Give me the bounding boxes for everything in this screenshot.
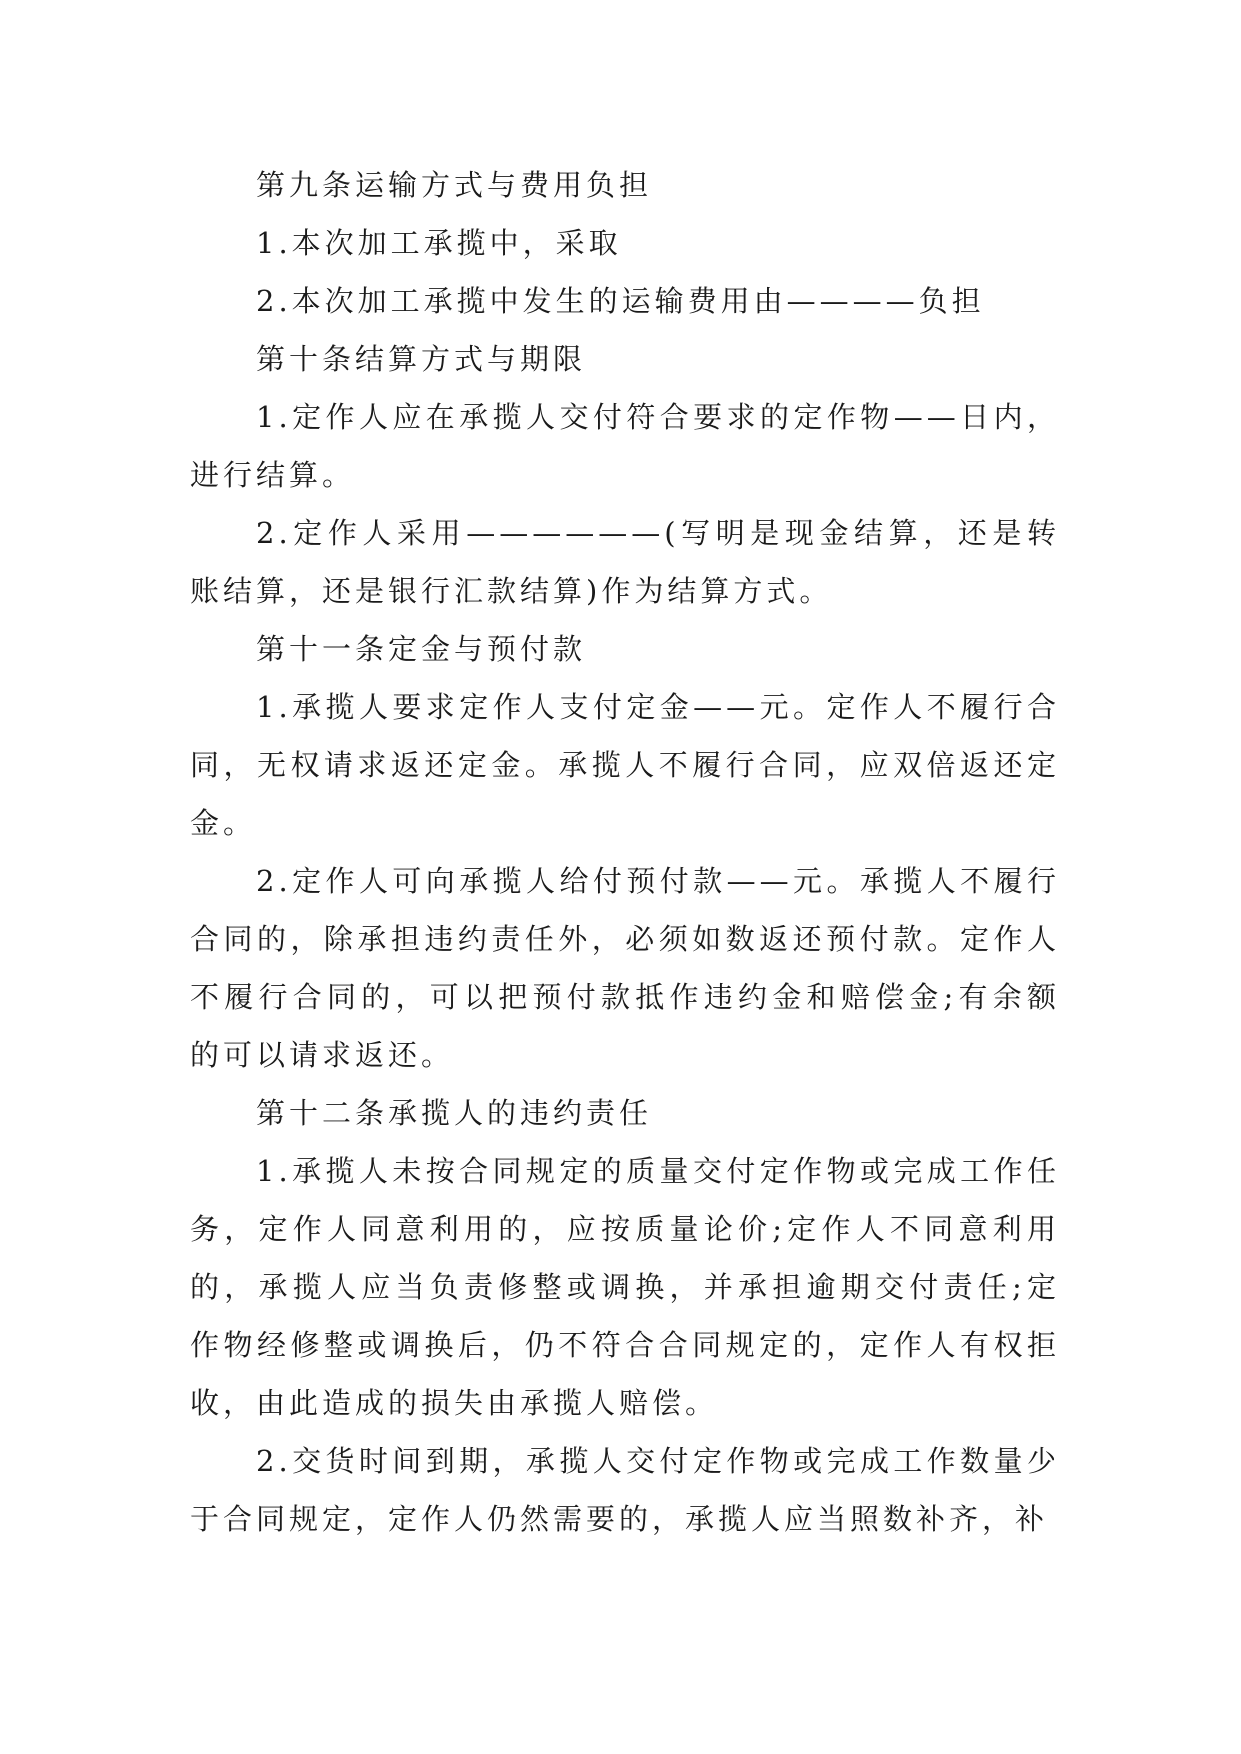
article-9-clause-2: 2.本次加工承揽中发生的运输费用由————负担: [256, 284, 985, 318]
article-9-clause-1: 1.本次加工承揽中，采取: [256, 226, 622, 260]
article-11-heading: 第十一条定金与预付款: [256, 632, 587, 666]
article-11-clause-1: 1.承揽人要求定作人支付定金——元。定作人不履行合同，无权请求返还定金。承揽人不履行合同，应双倍返还定金。: [190, 690, 1060, 840]
article-12-clause-2: 2.交货时间到期，承揽人交付定作物或完成工作数量少于合同规定，定作人仍然需要的，承揽人应当照数补齐，补: [190, 1444, 1060, 1536]
article-12-heading: 第十二条承揽人的违约责任: [256, 1096, 653, 1130]
article-10-heading: 第十条结算方式与期限: [256, 342, 587, 376]
article-9-heading: 第九条运输方式与费用负担: [256, 168, 653, 202]
article-10-clause-1: 1.定作人应在承揽人交付符合要求的定作物——日内，进行结算。: [190, 400, 1060, 492]
document-body: [190, 156, 1060, 1548]
article-10-clause-2: 2.定作人采用——————(写明是现金结算，还是转账结算，还是银行汇款结算)作为结算方式。: [190, 516, 1060, 608]
article-11-clause-2: 2.定作人可向承揽人给付预付款——元。承揽人不履行合同的，除承担违约责任外，必须如数返还预付款。定作人不履行合同的，可以把预付款抵作违约金和赔偿金;有余额的可以请求返还。: [190, 864, 1060, 1072]
article-12-clause-1: 1.承揽人未按合同规定的质量交付定作物或完成工作任务，定作人同意利用的，应按质量论价;定作人不同意利用的，承揽人应当负责修整或调换，并承担逾期交付责任;定作物经修整或调换后，仍不符合合同规定的，定作人有权拒收，由此造成的损失由承揽人赔偿。: [190, 1154, 1060, 1420]
